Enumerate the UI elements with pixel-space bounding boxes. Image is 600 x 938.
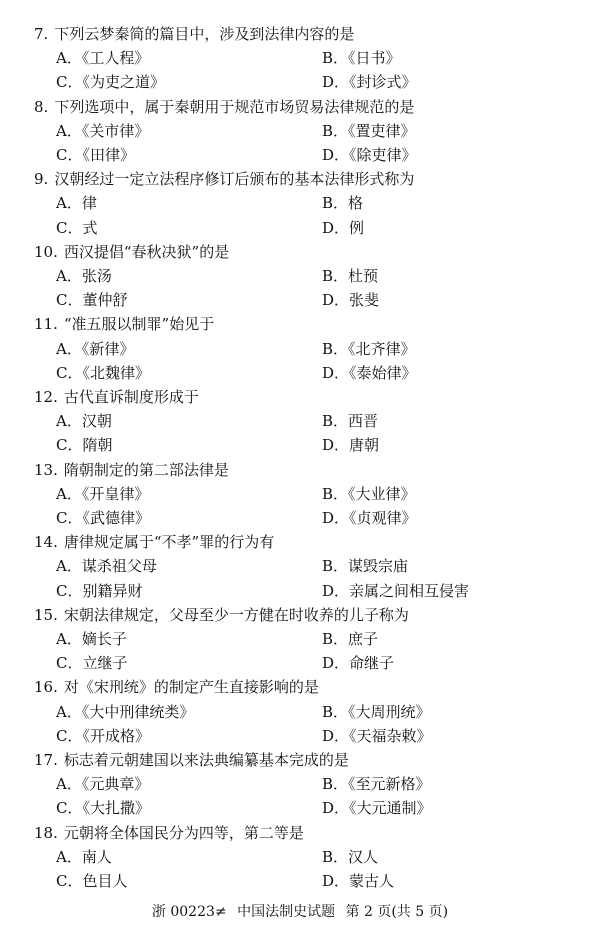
question-text: 下列选项中，属于秦朝用于规范市场贸易法律规范的是 (54, 97, 415, 116)
option-d: D．《大元通制》 (322, 799, 432, 818)
option-d: D．蒙古人 (322, 872, 395, 890)
option-a: A．《元典章》 (56, 775, 150, 794)
option-a: A．《新律》 (56, 339, 135, 358)
option-b: B．《北齐律》 (322, 339, 416, 358)
option-c: C．式 (56, 218, 98, 237)
option-d: D．命继子 (322, 654, 395, 673)
option-b: B．谋毁宗庙 (322, 557, 409, 576)
question-number: 16. (34, 678, 58, 697)
question-stem (34, 169, 414, 189)
option-a: A．律 (56, 194, 97, 213)
question-stem (34, 750, 349, 770)
question-text: 对《宋刑统》的制定产生直接影响的是 (63, 678, 319, 697)
option-c: C．《武德律》 (56, 509, 150, 527)
option-b: B．《大业律》 (322, 484, 416, 503)
question-stem (34, 677, 319, 697)
option-b: B．《至元新格》 (322, 775, 431, 794)
question-stem (34, 823, 304, 843)
question-text: “准五服以制罪”始见于 (63, 315, 215, 334)
question-number: 13. (34, 460, 58, 479)
option-b: B．杜预 (322, 267, 379, 285)
question-number: 18. (34, 823, 58, 842)
option-b: B．格 (322, 194, 364, 213)
question-number: 15. (34, 605, 58, 624)
option-c: C．别籍异财 (56, 581, 143, 600)
option-a: A．谋杀祖父母 (56, 557, 157, 576)
option-b: B．汉人 (322, 847, 379, 866)
option-d: D．亲属之间相互侵害 (322, 581, 470, 600)
question-stem (34, 314, 214, 334)
option-c: C．《大扎撒》 (56, 799, 150, 818)
option-c: C．隋朝 (56, 436, 113, 455)
option-c: C．《田律》 (56, 146, 135, 164)
question-text: 汉朝经过一定立法程序修订后颁布的基本法律形式称为 (54, 170, 415, 189)
question-number: 9. (34, 170, 49, 189)
question-number: 17. (34, 751, 58, 769)
option-b: B．西晋 (322, 412, 379, 431)
question-text: 隋朝制定的第二部法律是 (63, 460, 229, 479)
option-a: A．南人 (56, 847, 112, 866)
footer-code: 浙 00223≠ (151, 904, 227, 920)
option-b: B．《日书》 (322, 49, 401, 68)
question-number: 8. (34, 97, 49, 116)
option-d: D．《封诊式》 (322, 73, 417, 92)
option-d: D．《天福杂敕》 (322, 726, 432, 745)
option-a: A．《工人程》 (56, 49, 150, 68)
question-number: 11. (34, 315, 58, 334)
option-c: C．《北魏律》 (56, 363, 150, 382)
footer-page-number: 第 2 页(共 5 页) (345, 904, 449, 920)
question-number: 12. (34, 388, 58, 406)
option-a: A．汉朝 (56, 412, 112, 431)
option-d: D．例 (322, 218, 365, 237)
option-d: D．张斐 (322, 291, 380, 310)
option-b: B．《置吏律》 (322, 121, 416, 140)
option-d: D．唐朝 (322, 436, 380, 455)
option-a: A．《大中刑律统类》 (56, 702, 195, 721)
question-stem (34, 97, 414, 117)
question-text: 标志着元朝建国以来法典编纂基本完成的是 (63, 751, 349, 769)
option-b: B．《大周刑统》 (322, 702, 431, 721)
question-stem (34, 460, 229, 480)
question-stem (34, 24, 354, 44)
option-c: C．《为吏之道》 (56, 73, 165, 92)
question-number: 14. (34, 533, 58, 552)
option-c: C．色目人 (56, 872, 128, 890)
option-a: A．《关市律》 (56, 121, 150, 140)
question-text: 下列云梦秦简的篇目中，涉及到法律内容的是 (54, 25, 355, 43)
question-stem (34, 242, 229, 262)
option-c: C．董仲舒 (56, 291, 128, 310)
option-d: D．《除吏律》 (322, 146, 417, 164)
option-c: C．《开成格》 (56, 726, 150, 745)
option-b: B．庶子 (322, 630, 379, 648)
option-c: C．立继子 (56, 654, 128, 673)
option-a: A．张汤 (56, 267, 112, 285)
option-d: D．《贞观律》 (322, 509, 417, 527)
option-a: A．《开皇律》 (56, 484, 150, 503)
page-footer (0, 903, 600, 921)
question-text: 唐律规定属于“不孝”罪的行为有 (63, 533, 275, 552)
question-text: 西汉提倡“春秋决狱”的是 (63, 242, 230, 261)
option-d: D．《泰始律》 (322, 363, 417, 382)
footer-title: 中国法制史试题 (237, 904, 336, 920)
question-text: 古代直诉制度形成于 (63, 388, 199, 406)
question-text: 元朝将全体国民分为四等，第二等是 (63, 823, 304, 842)
question-stem (34, 605, 409, 625)
option-a: A．嫡长子 (56, 630, 127, 648)
question-text: 宋朝法律规定，父母至少一方健在时收养的儿子称为 (63, 605, 409, 624)
question-stem (34, 532, 274, 552)
question-number: 7. (34, 25, 49, 43)
question-number: 10. (34, 242, 58, 261)
question-stem (34, 387, 199, 407)
